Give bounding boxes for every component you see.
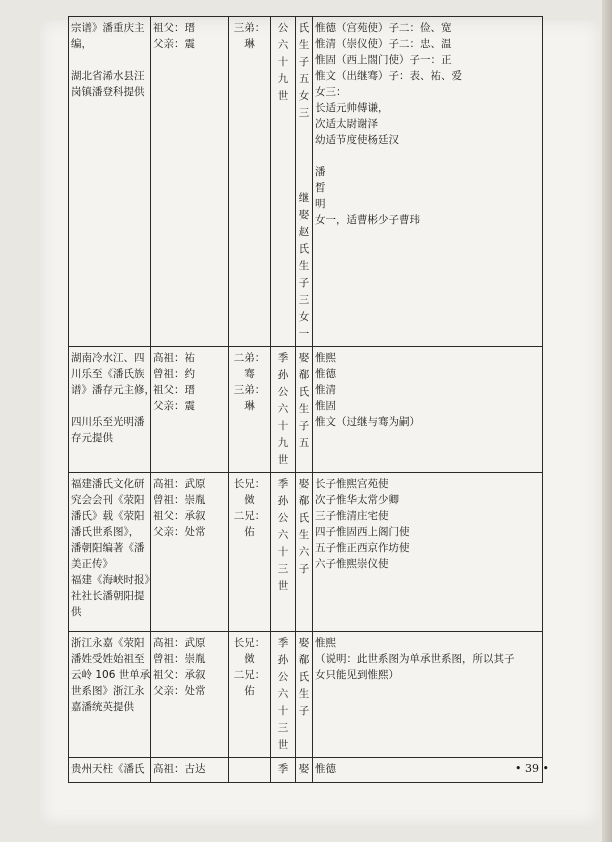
children-line: 晳 bbox=[315, 182, 326, 194]
spouse-line: 生 bbox=[298, 260, 310, 272]
siblings-cell bbox=[229, 17, 271, 347]
spouse-line: 子 bbox=[298, 563, 310, 575]
children-line: 次适太尉谢泽 bbox=[315, 118, 378, 130]
children-line: 幼适节度使杨廷汉 bbox=[315, 134, 399, 146]
spouse-line: 子 bbox=[298, 705, 310, 717]
generation-line: 九 bbox=[277, 437, 289, 449]
generation-cell bbox=[271, 17, 296, 347]
ancestors-line: 祖父：瑨 bbox=[153, 384, 195, 396]
generation-cell bbox=[271, 758, 296, 783]
spouse-cell bbox=[296, 758, 313, 783]
source-line: 潘姓受姓始祖至 bbox=[71, 653, 145, 665]
ancestors-line: 曾祖：崇胤 bbox=[153, 653, 206, 665]
ancestors-cell bbox=[151, 632, 229, 758]
generation-line: 世 bbox=[277, 580, 289, 592]
ancestors-line: 祖父：承叙 bbox=[153, 510, 206, 522]
siblings-line: 二兄： bbox=[233, 669, 266, 681]
ancestors-cell bbox=[151, 758, 229, 783]
children-line bbox=[315, 148, 540, 164]
ancestors-line: 曾祖：崇胤 bbox=[153, 494, 206, 506]
generation-line: 孙 bbox=[277, 654, 289, 666]
spouse-line: 女 bbox=[298, 90, 310, 102]
siblings-cell bbox=[229, 347, 271, 473]
children-line: 四子惟固西上阁门使 bbox=[315, 526, 410, 538]
source-line: 贵州天柱《潘氏 bbox=[71, 763, 145, 775]
table-row bbox=[69, 17, 543, 347]
children-cell bbox=[313, 17, 543, 347]
siblings-cell bbox=[229, 758, 271, 783]
source-line: 宗谱》潘重庆主 bbox=[71, 22, 145, 34]
generation-line: 十 bbox=[277, 420, 289, 432]
source-line: 潘氏世系图》， bbox=[71, 526, 140, 538]
ancestors-cell bbox=[151, 17, 229, 347]
source-line: 湖南冷水江、四 bbox=[71, 352, 145, 364]
spouse-line bbox=[298, 156, 310, 173]
children-line: 女只能见到惟熙） bbox=[315, 669, 399, 681]
spouse-line: 郗 bbox=[298, 495, 310, 507]
ancestors-line: 父亲：处常 bbox=[153, 685, 206, 697]
table-row bbox=[69, 473, 543, 632]
generation-line: 公 bbox=[277, 22, 289, 34]
spouse-line: 郗 bbox=[298, 369, 310, 381]
generation-line: 世 bbox=[277, 454, 289, 466]
generation-line: 九 bbox=[277, 73, 289, 85]
source-line: 四川乐至光明潘 bbox=[71, 416, 145, 428]
children-line: 女三： bbox=[315, 86, 347, 98]
siblings-line: 傚 bbox=[244, 653, 255, 665]
source-line: 岗镇潘登科提供 bbox=[71, 86, 145, 98]
generation-line: 十 bbox=[277, 705, 289, 717]
source-line: 福建《海峡时报》 bbox=[71, 574, 155, 586]
children-cell bbox=[313, 347, 543, 473]
generation-line: 世 bbox=[277, 90, 289, 102]
source-line: 云岭 106 世单承 bbox=[71, 669, 151, 681]
spouse-line: 生 bbox=[298, 529, 310, 541]
generation-line: 季 bbox=[277, 352, 289, 364]
children-line: 惟固（西上閤门使）子一：正 bbox=[315, 54, 452, 66]
ancestors-line: 祖父：承叙 bbox=[153, 669, 206, 681]
siblings-line: 傚 bbox=[244, 494, 255, 506]
siblings-cell bbox=[229, 473, 271, 632]
generation-cell bbox=[271, 347, 296, 473]
siblings-line: 佑 bbox=[244, 526, 255, 538]
source-line: 美正传》 bbox=[71, 558, 113, 570]
children-cell bbox=[313, 473, 543, 632]
spouse-line: 子 bbox=[298, 420, 310, 432]
ancestors-line: 高祖：武原 bbox=[153, 478, 206, 490]
source-line: 湖北省浠水县汪 bbox=[71, 70, 145, 82]
siblings-line: 骞 bbox=[244, 368, 255, 380]
source-line: 谱》潘存元主修， bbox=[71, 384, 155, 396]
siblings-line: 琳 bbox=[244, 38, 255, 50]
siblings-line: 长兄： bbox=[233, 478, 266, 490]
generation-line: 公 bbox=[277, 671, 289, 683]
spouse-line: 一 bbox=[298, 328, 310, 340]
spouse-line: 氏 bbox=[298, 386, 310, 398]
source-cell bbox=[69, 17, 151, 347]
generation-line: 季 bbox=[277, 478, 289, 490]
siblings-cell bbox=[229, 632, 271, 758]
spouse-line: 女 bbox=[298, 311, 310, 323]
children-line: 长适元帅傅谦， bbox=[315, 102, 389, 114]
spouse-line: 氏 bbox=[298, 512, 310, 524]
generation-line: 三 bbox=[277, 563, 289, 575]
children-line: 五子惟正西京作坊使 bbox=[315, 542, 410, 554]
spouse-line: 郗 bbox=[298, 654, 310, 666]
generation-cell bbox=[271, 473, 296, 632]
source-line: 社社长潘朝阳提 bbox=[71, 590, 145, 602]
spouse-line: 氏 bbox=[298, 22, 310, 34]
spouse-line: 氏 bbox=[298, 243, 310, 255]
generation-cell bbox=[271, 632, 296, 758]
spouse-line: 生 bbox=[298, 688, 310, 700]
generation-line: 三 bbox=[277, 722, 289, 734]
source-line: 川乐至《潘氏族 bbox=[71, 368, 145, 380]
ancestors-cell bbox=[151, 473, 229, 632]
spouse-line: 生 bbox=[298, 39, 310, 51]
children-line: 惟文（过继与骞为嗣） bbox=[315, 416, 420, 428]
ancestors-line: 高祖：武原 bbox=[153, 637, 206, 649]
spouse-line: 子 bbox=[298, 277, 310, 289]
spouse-line: 娶 bbox=[298, 478, 310, 490]
children-line: 惟熙 bbox=[315, 352, 336, 364]
children-line: 潘 bbox=[315, 166, 326, 178]
source-line bbox=[71, 52, 148, 68]
source-line: 嘉潘统英提供 bbox=[71, 701, 134, 713]
generation-line: 公 bbox=[277, 386, 289, 398]
source-line: 供 bbox=[71, 606, 82, 618]
siblings-line: 琳 bbox=[244, 400, 255, 412]
spouse-line: 子 bbox=[298, 56, 310, 68]
generation-line: 世 bbox=[277, 739, 289, 751]
generation-line: 孙 bbox=[277, 495, 289, 507]
generation-line: 孙 bbox=[277, 369, 289, 381]
children-line: 长子惟熙宫苑使 bbox=[315, 478, 389, 490]
children-line: 六子惟熙崇仪使 bbox=[315, 558, 389, 570]
siblings-line: 二弟： bbox=[233, 352, 266, 364]
children-line: 次子惟华太常少卿 bbox=[315, 494, 399, 506]
children-line: 惟德 bbox=[315, 368, 336, 380]
generation-line: 季 bbox=[277, 637, 289, 649]
ancestors-line: 曾祖：约 bbox=[153, 368, 195, 380]
source-line: 编， bbox=[71, 38, 92, 50]
spouse-line bbox=[298, 122, 310, 139]
children-line: 三子惟清庄宅使 bbox=[315, 510, 389, 522]
children-line: 惟清 bbox=[315, 384, 336, 396]
ancestors-line: 父亲：处常 bbox=[153, 526, 206, 538]
source-line: 究会会刊《荥阳 bbox=[71, 494, 145, 506]
generation-line: 六 bbox=[277, 39, 289, 51]
source-cell bbox=[69, 473, 155, 632]
generation-line: 六 bbox=[277, 403, 289, 415]
spouse-line: 三 bbox=[298, 107, 310, 119]
ancestors-cell bbox=[151, 347, 229, 473]
spouse-line: 娶 bbox=[298, 763, 310, 775]
generation-line: 六 bbox=[277, 529, 289, 541]
table-row bbox=[69, 758, 543, 783]
spouse-line: 继 bbox=[298, 192, 310, 204]
ancestors-line: 祖父：瑨 bbox=[153, 22, 195, 34]
source-line: 存元提供 bbox=[71, 432, 113, 444]
spouse-line: 娶 bbox=[298, 637, 310, 649]
children-cell bbox=[313, 758, 543, 783]
ancestors-line: 父亲：震 bbox=[153, 400, 195, 412]
spouse-line: 娶 bbox=[298, 352, 310, 364]
source-line bbox=[71, 398, 148, 414]
siblings-line: 三弟： bbox=[233, 384, 266, 396]
source-line: 潘氏》载《荥阳 bbox=[71, 510, 145, 522]
siblings-line: 佑 bbox=[244, 685, 255, 697]
children-line: 惟德（宫苑使）子二：俭、宽 bbox=[315, 22, 452, 34]
spouse-line: 娶 bbox=[298, 209, 310, 221]
spouse-line: 五 bbox=[298, 437, 310, 449]
genealogy-table bbox=[68, 16, 543, 783]
source-line: 浙江永嘉《荥阳 bbox=[71, 637, 145, 649]
spouse-line: 氏 bbox=[298, 671, 310, 683]
source-line: 世系图》浙江永 bbox=[71, 685, 145, 697]
generation-line: 六 bbox=[277, 688, 289, 700]
children-line: 惟固 bbox=[315, 400, 336, 412]
ancestors-line: 父亲：震 bbox=[153, 38, 195, 50]
spouse-cell bbox=[296, 473, 313, 632]
source-cell bbox=[69, 758, 151, 783]
children-line: 惟德 bbox=[315, 763, 336, 775]
spouse-cell bbox=[296, 17, 313, 347]
ancestors-line: 高祖：祐 bbox=[153, 352, 195, 364]
generation-line: 公 bbox=[277, 512, 289, 524]
siblings-line: 二兄： bbox=[233, 510, 266, 522]
children-line: 惟熙 bbox=[315, 637, 336, 649]
source-line: 福建潘氏文化研 bbox=[71, 478, 145, 490]
spouse-line: 五 bbox=[298, 73, 310, 85]
source-line: 潘朝阳编著《潘 bbox=[71, 542, 145, 554]
children-cell bbox=[313, 632, 543, 758]
siblings-line: 长兄： bbox=[233, 637, 266, 649]
spouse-cell bbox=[296, 632, 313, 758]
source-cell bbox=[69, 347, 155, 473]
children-line: 惟文（出继骞）子：表、祐、爱 bbox=[315, 70, 462, 82]
spouse-line: 三 bbox=[298, 294, 310, 306]
spouse-line bbox=[298, 139, 310, 156]
page-number: • 39 • bbox=[515, 762, 549, 775]
children-line: （说明：此世系图为单承世系图，所以其子 bbox=[315, 653, 515, 665]
generation-line: 季 bbox=[277, 763, 289, 775]
source-cell bbox=[69, 632, 151, 758]
table-row bbox=[69, 347, 543, 473]
generation-line: 十 bbox=[277, 56, 289, 68]
children-line: 明 bbox=[315, 198, 326, 210]
spouse-line: 赵 bbox=[298, 226, 310, 238]
spouse-cell bbox=[296, 347, 313, 473]
spouse-line: 生 bbox=[298, 403, 310, 415]
table-row bbox=[69, 632, 543, 758]
spouse-line: 六 bbox=[298, 546, 310, 558]
scan-edge bbox=[602, 0, 612, 842]
siblings-line: 三弟： bbox=[233, 22, 266, 34]
ancestors-line: 高祖：古达 bbox=[153, 763, 206, 775]
children-line: 惟清（崇仪使）子二：忠、温 bbox=[315, 38, 452, 50]
spouse-line bbox=[298, 173, 310, 190]
generation-line: 十 bbox=[277, 546, 289, 558]
children-line: 女一，适曹彬少子曹玮 bbox=[315, 214, 420, 226]
